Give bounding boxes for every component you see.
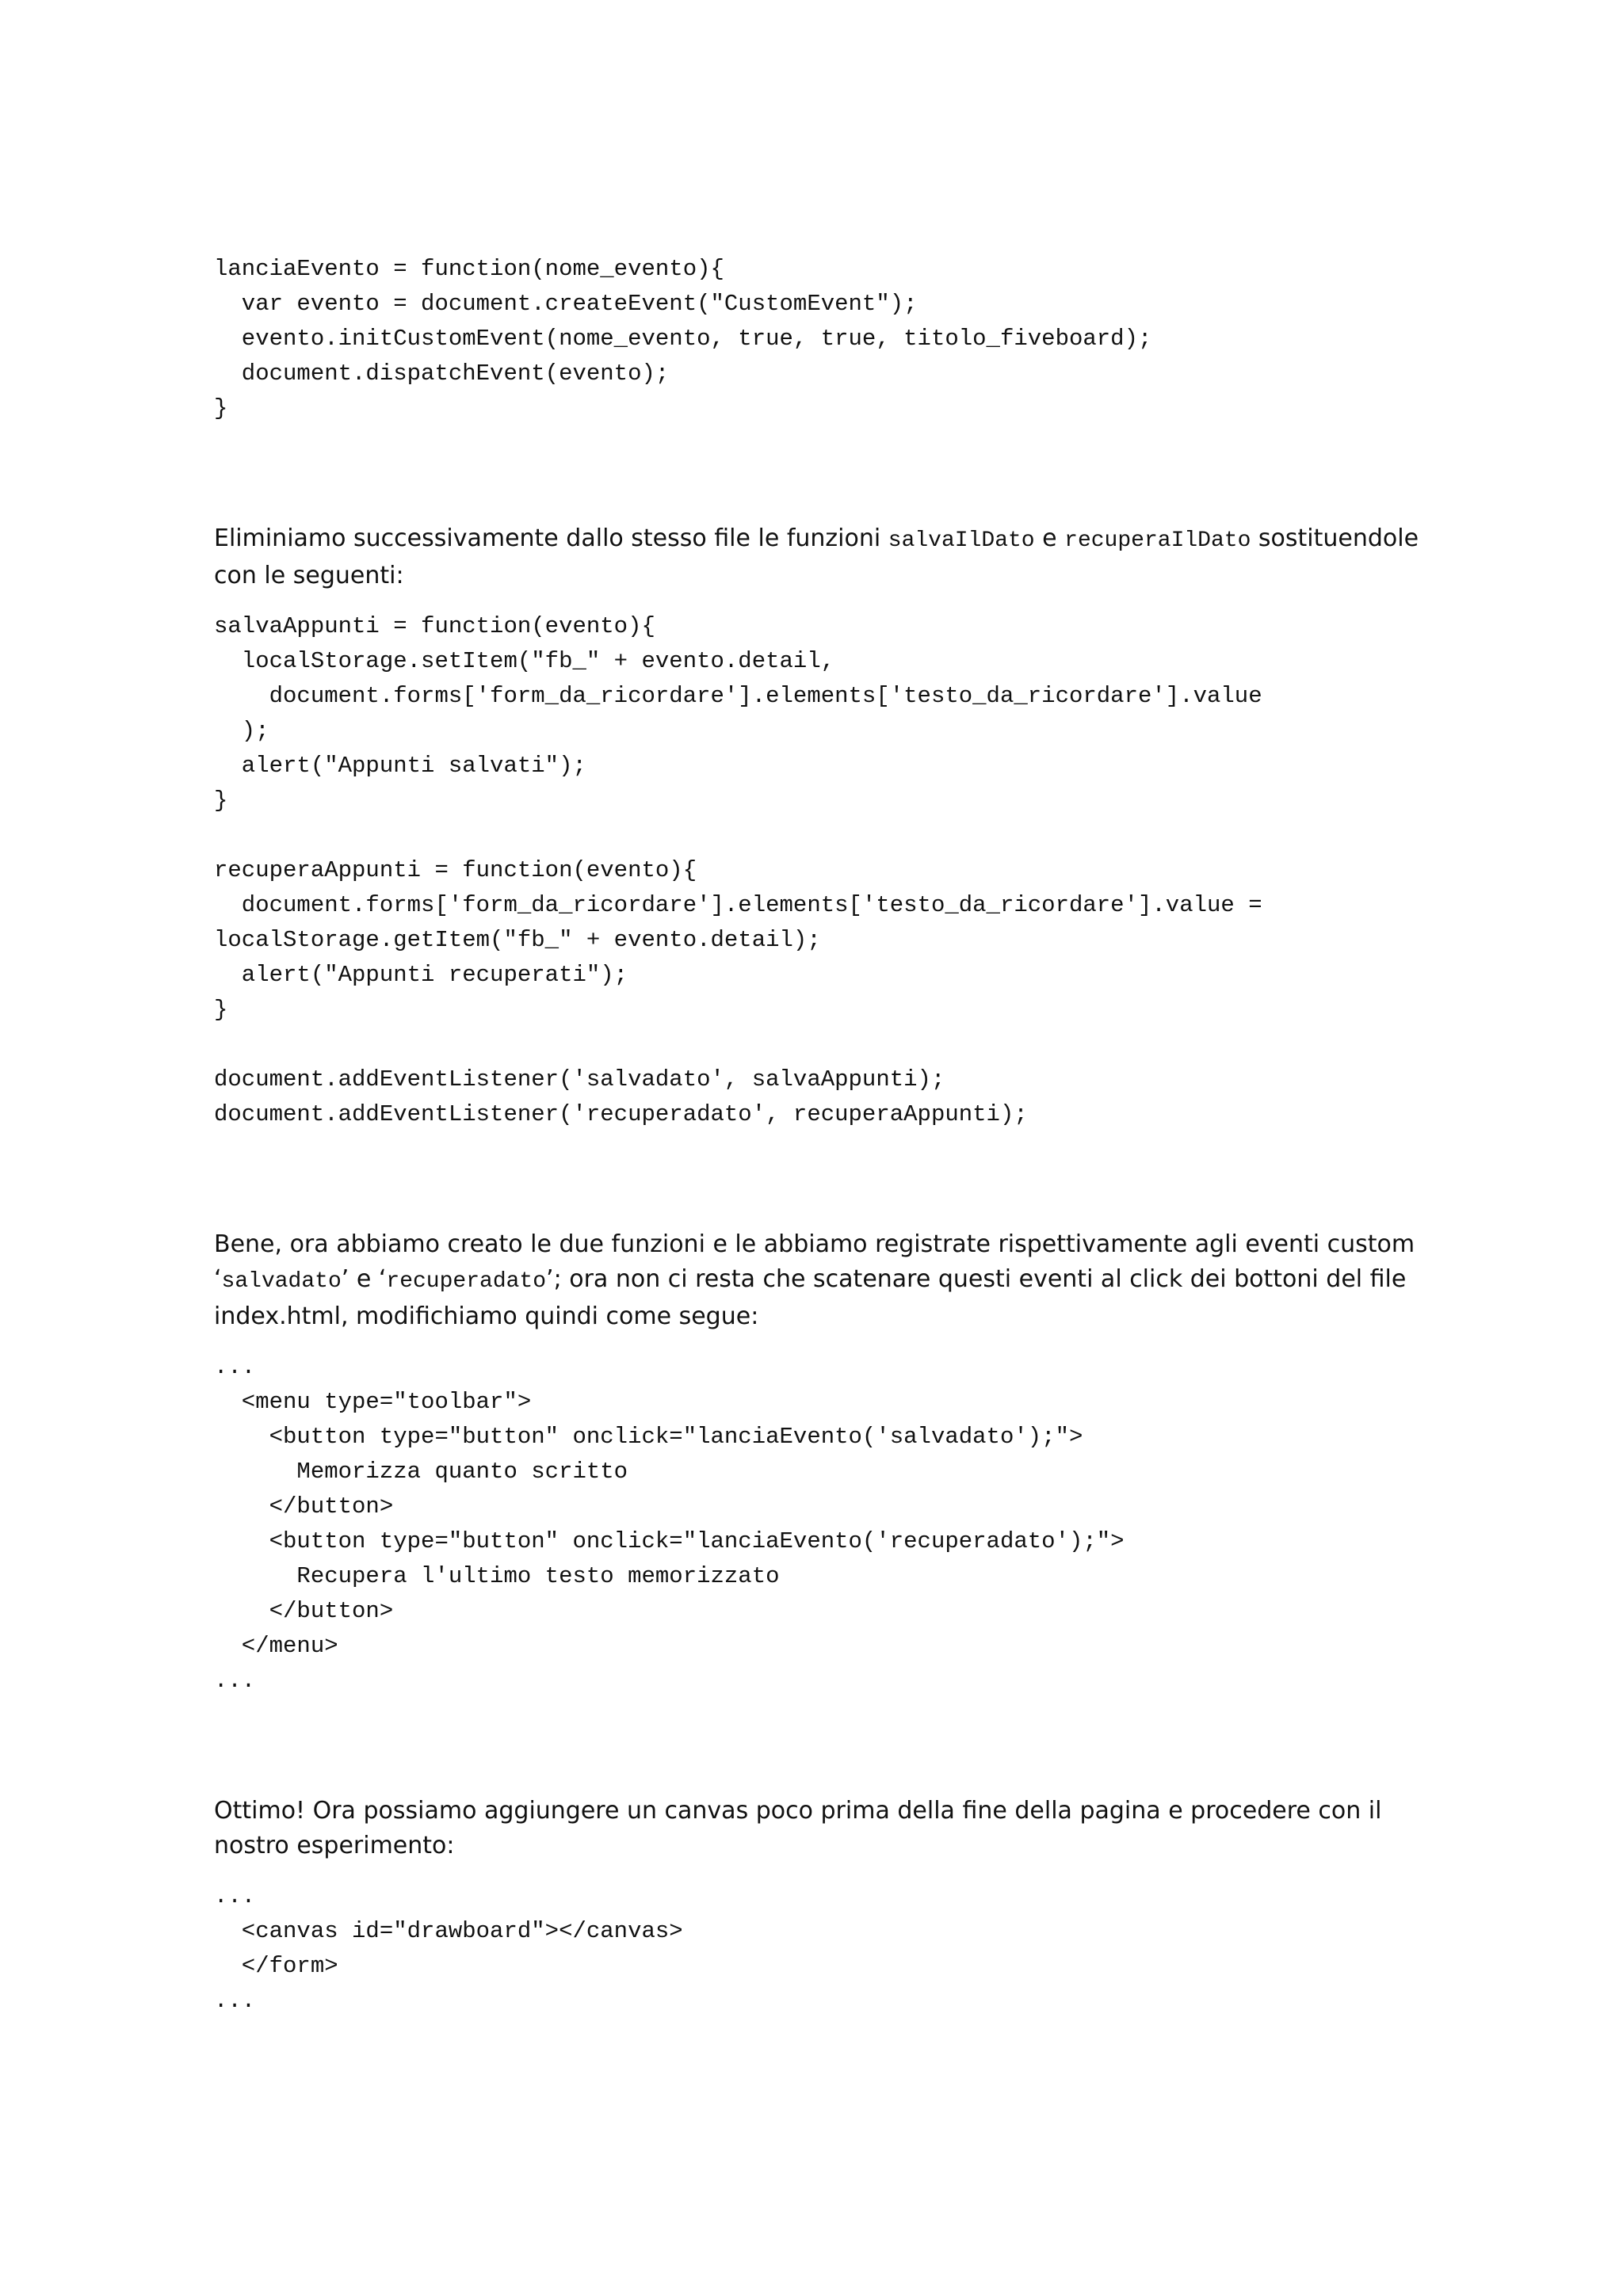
paragraph-text: ’ e ‘ [341, 1265, 387, 1293]
inline-code-recuperadato: recuperadato [386, 1269, 547, 1294]
inline-code-salvadato: salvadato [221, 1269, 342, 1294]
code-block-lancia-evento: lanciaEvento = function(nome_evento){ var evento = document.createEvent("CustomEvent"); evento.initCustomEvent(nome_evento, true, true, titolo_fiveboard); document.dispatchEvent(evento); } [214, 256, 1152, 421]
document-page [214, 252, 1434, 2019]
inline-code-salva-il-dato: salvaIlDato [888, 528, 1035, 553]
paragraph-text: Bene, ora abbiamo creato le due funzioni e le abbiamo registrate rispettivamente agli eventi custom ‘ [214, 1230, 1415, 1293]
paragraph-text: e [1034, 524, 1065, 552]
paragraph-ottimo: Ottimo! Ora possiamo aggiungere un canvas poco prima della fine della pagina e procedere con il nostro esperimento: [214, 1797, 1382, 1859]
paragraph-text: Eliminiamo successivamente dallo stesso file le funzioni [214, 524, 888, 552]
paragraph-text: sostituendole con le seguenti: [214, 524, 1419, 589]
code-block-appunti-functions: salvaAppunti = function(evento){ localStorage.setItem("fb_" + evento.detail, document.forms['form_da_ricordare'].elements['testo_da_ricordare'].value ); alert("Appunti salvati"); } recuperaAppunti = function(evento){ document.forms['form_da_ricordare'].elements['testo_da_ricordare'].value = localStorage.getItem("fb_" + evento.detail); alert("Appunti recuperati"); } document.addEventListener('salvadato', salvaAppunti); document.addEventListener('recuperadato', recuperaAppunti); [214, 613, 1262, 1127]
code-block-menu-toolbar: ... <menu type="toolbar"> <button type="button" onclick="lanciaEvento('salvadato');"> Memorizza quanto scritto </button> <button type="button" onclick="lanciaEvento('recuperadato');"> Recupera l'ultimo testo memorizzato </button> </menu> ... [214, 1354, 1125, 1694]
paragraph-text: ’; ora non ci resta che scatenare questi eventi al click dei bottoni del file index.html, modifichiamo quindi come segue: [214, 1265, 1407, 1330]
code-block-canvas: ... <canvas id="drawboard"></canvas> </form> ... [214, 1883, 683, 2014]
inline-code-recupera-il-dato: recuperaIlDato [1064, 528, 1251, 553]
paragraph-bene [214, 1227, 1434, 1334]
paragraph-eliminiamo [214, 521, 1434, 593]
